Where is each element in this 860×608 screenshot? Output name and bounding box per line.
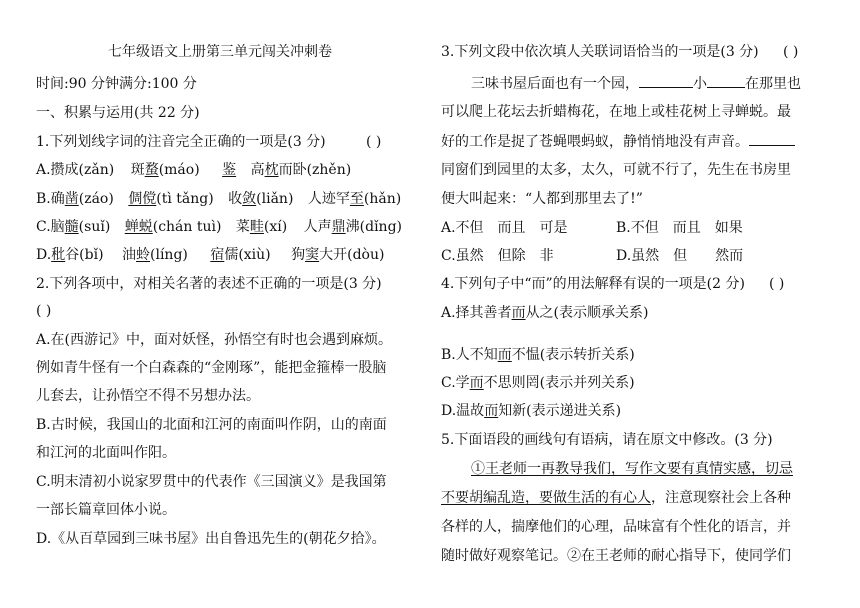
option-text: 狗 — [291, 247, 306, 263]
underlined-char: 至 — [349, 191, 364, 207]
option-text: B.人不知 — [441, 347, 498, 363]
option-text: A.攒成(zǎn) — [36, 162, 115, 178]
underlined-char: 窦 — [305, 247, 320, 263]
option-text: C.学 — [441, 375, 470, 391]
question-1-stem — [36, 132, 424, 152]
option-text: D. — [36, 247, 52, 263]
question-2-option-c-line1: C.明末清初小说家罗贯中的代表作《三国演义》是我国第 — [36, 474, 387, 490]
option-text: (suǐ) — [78, 219, 111, 235]
underlined-char: 蛉 — [136, 247, 151, 263]
underlined-char: 而 — [484, 403, 499, 419]
question-2-option-a-line2: 例如青牛怪有一个白森森的“金刚琢”，能把金箍棒一股脑 — [36, 360, 387, 376]
underlined-char: 敛 — [242, 191, 257, 207]
answer-paren: ( ) — [769, 276, 785, 292]
fill-blank[interactable] — [749, 131, 795, 146]
question-4-stem — [441, 274, 831, 294]
underlined-sentence: 不要胡编乱造，要做生活的有心人 — [441, 490, 651, 506]
question-1-option-c — [36, 217, 402, 237]
question-1-text: 1.下列划线字词的注音完全正确的一项是(3 分) — [36, 134, 326, 150]
question-2-stem: 2.下列各项中，对相关名著的表述不正确的一项是(3 分) — [36, 276, 382, 292]
answer-paren: ( ) — [366, 134, 382, 150]
option-text: 人迹罕 — [307, 191, 350, 207]
option-text: 儒(xiù) — [224, 247, 271, 263]
option-text: (chán tuì) — [152, 219, 222, 235]
question-5-stem: 5.下面语段的画线句有语病，请在原文中修改。(3 分) — [441, 432, 773, 448]
underlined-char: 而 — [497, 347, 512, 363]
option-text: 而卧(zhěn) — [278, 162, 352, 178]
question-3-option-a: A.不但 而且 可是 — [441, 220, 568, 236]
passage-text: 三味书屋后面也有一个园， — [471, 76, 639, 92]
option-text: C.脑 — [36, 219, 65, 235]
option-text: 高 — [250, 162, 265, 178]
option-text: 菜 — [235, 219, 250, 235]
option-text: (máo) — [158, 162, 200, 178]
underlined-sentence: ①王老师一再教导我们，写作文要有真情实感，切忌 — [471, 461, 793, 477]
underlined-char: 蝥 — [144, 162, 159, 178]
question-3-passage-line4: 同窗们到园里的太多，太久，可就不行了，先生在书房里 — [441, 162, 791, 178]
passage-text: 在那里也 — [745, 76, 801, 92]
option-text: 油 — [122, 247, 137, 263]
fill-blank[interactable] — [639, 73, 693, 88]
question-3-text: 3.下列文段中依次填人关联词语恰当的一项是(3 分) — [441, 44, 759, 60]
question-5-passage-line1 — [471, 459, 793, 479]
question-3-option-c: C.虽然 但除 非 — [441, 248, 554, 264]
underlined-char: 鼎 — [331, 219, 346, 235]
question-3-passage-line3 — [441, 131, 795, 152]
question-1-option-d — [36, 245, 384, 265]
question-3-option-d: D.虽然 但 然而 — [616, 248, 744, 264]
option-text: 大开(dòu) — [319, 247, 385, 263]
question-2-option-d: D.《从百草园到三味书屋》出自鲁迅先生的(朝花夕拾》。 — [36, 531, 386, 547]
question-3-passage-line1 — [471, 73, 801, 94]
passage-text: ，注意现察社会上各种 — [651, 490, 791, 506]
underlined-char: 秕 — [51, 247, 66, 263]
option-text: 从之(表示顺承关系) — [525, 305, 649, 321]
question-4-option-a — [441, 303, 649, 323]
underlined-char: 凿 — [64, 191, 79, 207]
question-4-option-b — [441, 345, 635, 365]
question-1-option-b — [36, 189, 401, 209]
option-text: (tì tǎng) — [156, 191, 214, 207]
option-text: 谷(bǐ) — [65, 247, 104, 263]
question-2-option-a-line3: 儿套去，让孙悟空不得不另想办法。 — [36, 388, 260, 404]
option-text: 不愠(表示转折关系) — [511, 347, 635, 363]
option-text: D.温故 — [441, 403, 485, 419]
option-text: 收 — [228, 191, 243, 207]
exam-meta: 时间:90 分钟满分:100 分 — [36, 76, 197, 92]
question-4-option-c — [441, 373, 635, 393]
fill-blank[interactable] — [707, 73, 745, 88]
question-3-passage-line2: 可以爬上花坛去折蜡梅花，在地上或桂花树上寻蝉蜕。最 — [441, 104, 791, 120]
option-text: A.择其善者 — [441, 305, 512, 321]
option-text: 知新(表示递进关系) — [498, 403, 622, 419]
question-5-passage-line2 — [441, 488, 791, 508]
option-text: (hǎn) — [363, 191, 402, 207]
section-heading: 一、积累与运用(共 22 分) — [36, 105, 200, 121]
underlined-char: 倜傥 — [128, 191, 157, 207]
question-2-option-b-line2: 和江河的北面叫作阳。 — [36, 445, 176, 461]
question-3-passage-line5: 便大叫起来：“人都到那里去了!” — [441, 191, 643, 207]
option-text: 沸(dǐng) — [345, 219, 402, 235]
option-text: (xí) — [263, 219, 288, 235]
option-text: 不思则罔(表示并列关系) — [483, 375, 635, 391]
question-2-option-c-line2: 一部长篇章回体小说。 — [36, 502, 176, 518]
option-text: (líng) — [150, 247, 188, 263]
option-text: (záo) — [78, 191, 114, 207]
passage-text: 小 — [693, 76, 707, 92]
question-3-option-b: B.不但 而且 如果 — [616, 220, 743, 236]
underlined-char: 蝉蜕 — [124, 219, 153, 235]
exam-title: 七年级语文上册第三单元闯关冲刺卷 — [108, 44, 332, 60]
underlined-char: 畦 — [249, 219, 264, 235]
option-text: (liǎn) — [256, 191, 294, 207]
underlined-char: 枕 — [264, 162, 279, 178]
question-4-text: 4.下列句子中“而”的用法解释有误的一项是(2 分) — [441, 276, 745, 292]
question-5-passage-line4: 随时做好观察笔记。②在王老师的耐心指导下，使同学们 — [441, 548, 791, 564]
passage-text: 好的工作是捉了苍蝇喂蚂蚁，静悄悄地没有声音。 — [441, 134, 749, 150]
underlined-char: 髓 — [64, 219, 79, 235]
option-text: 斑 — [130, 162, 145, 178]
question-2-option-a-line1: A.在(西游记》中，面对妖怪，孙悟空有时也会遇到麻烦。 — [36, 332, 393, 348]
question-1-option-a — [36, 160, 351, 180]
underlined-char: 而 — [511, 305, 526, 321]
option-text: 人声 — [303, 219, 332, 235]
option-text: B.确 — [36, 191, 65, 207]
answer-paren: ( ) — [783, 44, 799, 60]
question-5-passage-line3: 各样的人，揣摩他们的心理，品味富有个性化的语言，并 — [441, 519, 791, 535]
underlined-char: 而 — [469, 375, 484, 391]
question-4-option-d — [441, 401, 621, 421]
answer-paren: ( ) — [36, 303, 52, 319]
question-2-option-b-line1: B.古时候，我国山的北面和江河的南面叫作阴，山的南面 — [36, 417, 387, 433]
underlined-char: 宿 — [210, 247, 225, 263]
question-3-stem — [441, 42, 831, 62]
underlined-char: 鉴 — [222, 162, 237, 178]
